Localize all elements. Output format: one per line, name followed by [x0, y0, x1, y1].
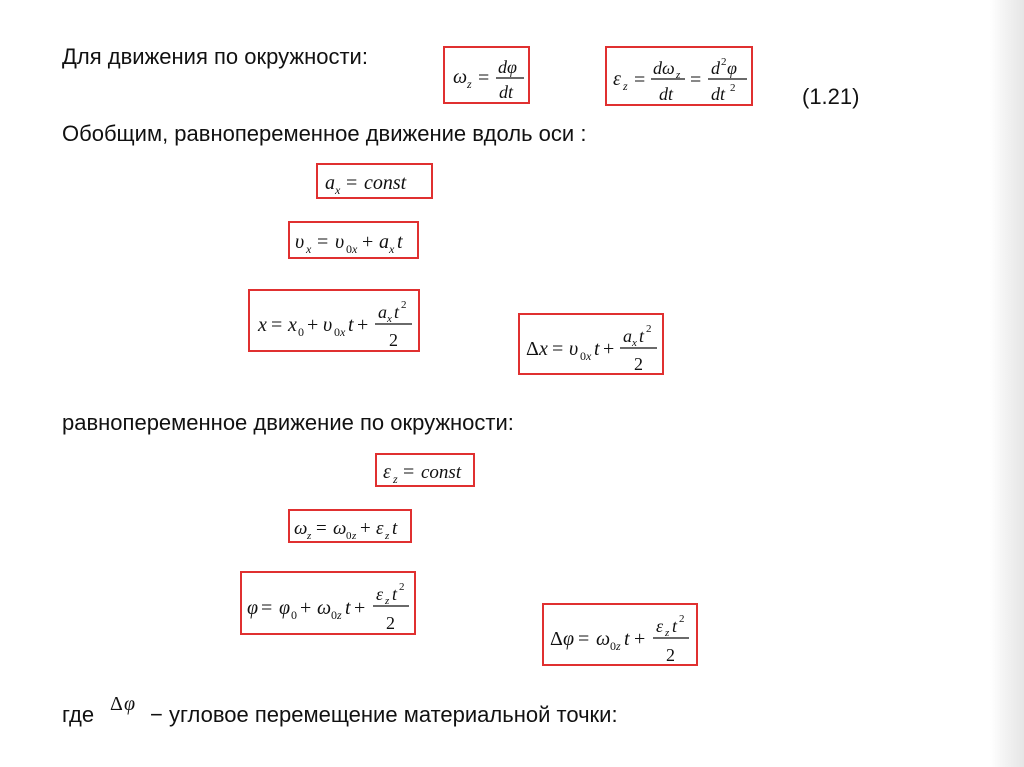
svg-text:x: x [387, 313, 392, 325]
svg-text:2: 2 [730, 82, 736, 94]
svg-text:x: x [258, 314, 267, 336]
svg-text:2: 2 [399, 581, 405, 593]
svg-text:z: z [307, 530, 312, 542]
svg-text:dt: dt [659, 84, 674, 104]
svg-text:+: + [357, 314, 369, 336]
svg-text:0: 0 [298, 325, 304, 339]
svg-text:Δ: Δ [550, 628, 563, 650]
svg-text:x: x [352, 242, 358, 256]
svg-text:z: z [665, 627, 670, 639]
heading-circular-accel: равнопеременное движение по окружности: [62, 410, 514, 435]
svg-text:+: + [354, 597, 366, 619]
svg-text:x: x [288, 314, 297, 336]
svg-text:x: x [389, 242, 395, 256]
svg-text:ε: ε [376, 584, 384, 604]
svg-text:ω: ω [317, 597, 332, 619]
svg-text:υ: υ [295, 231, 305, 253]
svg-text:0: 0 [291, 608, 297, 622]
svg-text:const: const [364, 172, 407, 194]
formula-ax-const [316, 163, 433, 199]
svg-text:υ: υ [569, 338, 579, 360]
svg-text:dt: dt [711, 84, 726, 104]
heading-circular-motion: Для движения по окружности: [62, 44, 368, 69]
svg-text:a: a [379, 231, 389, 253]
svg-text:=: = [478, 67, 490, 89]
svg-text:ω: ω [453, 66, 468, 88]
svg-text:t: t [624, 628, 630, 650]
svg-text:ω: ω [596, 628, 611, 650]
formula-angular-velocity [443, 46, 530, 104]
svg-text:d: d [711, 58, 720, 78]
svg-text:=: = [316, 518, 327, 539]
svg-text:x: x [539, 338, 548, 360]
svg-text:0: 0 [346, 242, 352, 256]
svg-text:z: z [337, 608, 342, 622]
svg-text:t: t [348, 314, 354, 336]
svg-text:+: + [634, 628, 646, 650]
svg-text:ε: ε [383, 461, 391, 483]
svg-text:2: 2 [634, 354, 643, 374]
svg-text:+: + [307, 314, 319, 336]
svg-text:dt: dt [499, 82, 514, 102]
formula-angular-acceleration [605, 46, 753, 106]
svg-text:t: t [397, 231, 403, 253]
where-description: − угловое перемещение материальной точки: [150, 702, 618, 727]
svg-text:x: x [340, 325, 346, 339]
svg-text:0: 0 [610, 639, 616, 653]
svg-text:z: z [616, 639, 621, 653]
svg-text:x: x [586, 349, 592, 363]
svg-text:=: = [317, 231, 329, 253]
svg-text:2: 2 [386, 613, 395, 633]
svg-text:υ: υ [335, 231, 345, 253]
heading-uniform-accel: Обобщим, равнопеременное движение вдоль оси : [62, 121, 587, 146]
where-prefix: где [62, 702, 95, 727]
svg-text:2: 2 [679, 613, 685, 625]
svg-text:Δ: Δ [110, 693, 123, 715]
svg-text:a: a [378, 302, 387, 322]
svg-text:ε: ε [656, 616, 664, 636]
svg-text:0: 0 [334, 325, 340, 339]
formula-ez-const [375, 453, 475, 487]
svg-text:2: 2 [646, 323, 652, 335]
svg-text:2: 2 [389, 330, 398, 350]
svg-text:+: + [362, 231, 374, 253]
svg-text:z: z [676, 69, 681, 81]
svg-text:2: 2 [721, 56, 727, 68]
svg-text:2: 2 [666, 645, 675, 665]
svg-text:t: t [392, 518, 398, 539]
formula-displacement-x [518, 313, 664, 375]
svg-text:t: t [594, 338, 600, 360]
svg-text:t: t [639, 326, 645, 346]
svg-text:dφ: dφ [498, 57, 517, 77]
svg-text:φ: φ [563, 628, 575, 650]
svg-text:x: x [306, 242, 312, 256]
svg-text:ε: ε [376, 518, 384, 539]
svg-text:t: t [672, 616, 678, 636]
svg-text:0: 0 [331, 608, 337, 622]
svg-text:=: = [271, 314, 283, 336]
svg-text:z: z [352, 530, 357, 542]
svg-text:z: z [623, 79, 628, 93]
svg-text:z: z [467, 77, 472, 91]
svg-text:=: = [346, 172, 358, 194]
svg-text:z: z [393, 472, 398, 486]
svg-text:const: const [421, 462, 462, 483]
svg-text:2: 2 [401, 299, 407, 311]
svg-text:φ: φ [279, 597, 291, 619]
svg-text:ω: ω [294, 518, 308, 539]
svg-text:ε: ε [613, 68, 621, 90]
svg-text:x: x [335, 183, 341, 197]
svg-text:ω: ω [333, 518, 347, 539]
svg-text:φ: φ [727, 58, 737, 78]
svg-text:0: 0 [346, 530, 352, 542]
svg-text:z: z [385, 530, 390, 542]
svg-text:=: = [552, 338, 564, 360]
svg-text:υ: υ [323, 314, 333, 336]
svg-text:dω: dω [653, 58, 675, 78]
svg-text:t: t [394, 302, 400, 322]
formula-velocity-x [288, 221, 419, 259]
svg-text:φ: φ [247, 597, 259, 619]
svg-text:t: t [392, 584, 398, 604]
formula-angular-displacement [542, 603, 698, 666]
svg-text:t: t [345, 597, 351, 619]
formula-position-x [248, 289, 420, 352]
svg-text:=: = [403, 461, 415, 483]
svg-text:=: = [634, 69, 646, 91]
svg-text:φ: φ [124, 693, 136, 715]
svg-text:x: x [632, 337, 637, 349]
svg-text:a: a [325, 172, 335, 194]
svg-text:=: = [261, 597, 273, 619]
page-edge-shadow [990, 0, 1024, 767]
equation-number: (1.21) [802, 84, 860, 109]
delta-phi-symbol [108, 689, 152, 719]
formula-angle-phi [240, 571, 416, 635]
svg-text:z: z [385, 595, 390, 607]
svg-text:+: + [300, 597, 312, 619]
svg-text:=: = [578, 628, 590, 650]
svg-text:=: = [690, 69, 702, 91]
svg-text:Δ: Δ [526, 338, 539, 360]
svg-text:a: a [623, 326, 632, 346]
svg-text:+: + [360, 518, 371, 539]
svg-text:0: 0 [580, 349, 586, 363]
formula-angular-velocity-t [288, 509, 412, 543]
svg-text:+: + [603, 338, 615, 360]
